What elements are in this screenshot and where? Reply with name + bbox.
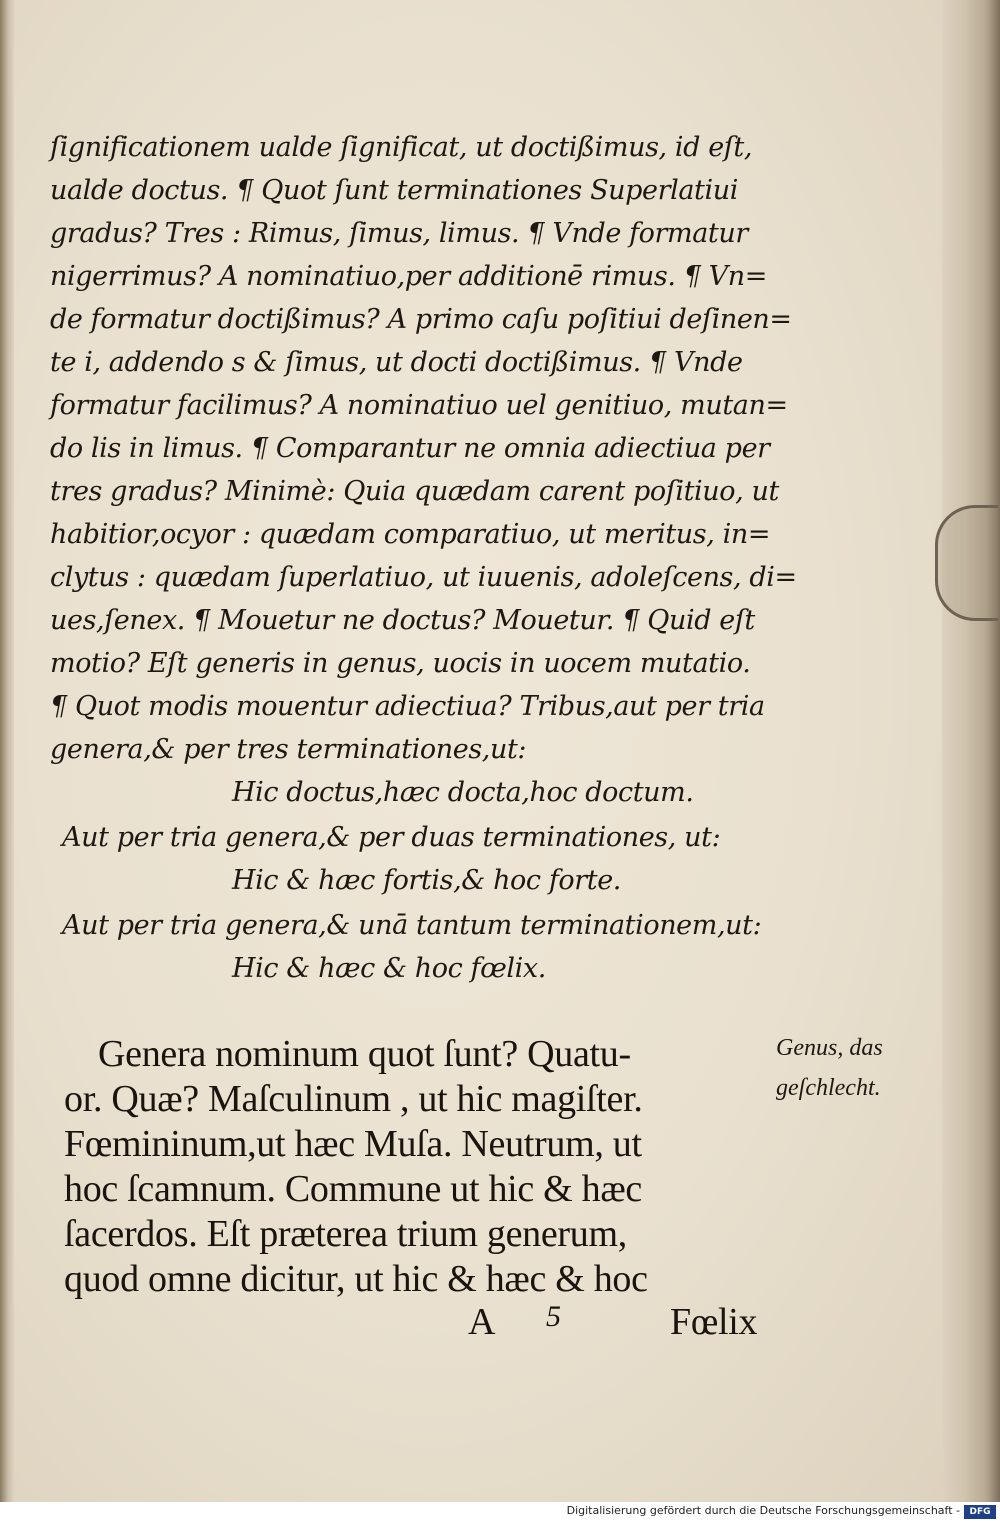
footer-bar	[0, 1502, 1000, 1522]
marginal-line: geſchlecht.	[776, 1075, 881, 1101]
text-line: ues,ſenex. ¶ Mouetur ne doctus? Mouetur. ¶ Quid eſt	[50, 605, 755, 636]
text-line: Aut per tria genera,& unā tantum terminationem,ut:	[62, 910, 762, 941]
text-line: Fœmininum,ut hæc Muſa. Neutrum, ut	[64, 1123, 642, 1165]
text-line: habitior,ocyor : quædam comparatiuo, ut meritus, in=	[50, 519, 771, 550]
book-clip	[935, 505, 998, 621]
marginal-line: Genus, das	[776, 1035, 883, 1061]
example-line: Hic & hæc & hoc fœlix.	[232, 953, 546, 984]
dfg-logo: DFG	[964, 1505, 996, 1519]
example-line: Hic & hæc fortis,& hoc forte.	[232, 865, 621, 896]
text-line: Genera nominum quot ſunt? Quatu-	[98, 1033, 631, 1075]
text-line: ¶ Quot modis mouentur adiectiua? Tribus,aut per tria	[50, 691, 765, 722]
text-line: do lis in limus. ¶ Comparantur ne omnia adiectiua per	[50, 433, 770, 464]
signature-number: 5	[546, 1300, 561, 1333]
text-line: motio? Eſt generis in genus, uocis in uocem mutatio.	[50, 648, 751, 679]
text-line: tres gradus? Minimè: Quia quædam carent poſitiuo, ut	[50, 476, 779, 507]
catchword: Fœlix	[670, 1301, 758, 1343]
text-line: formatur facilimus? A nominatiuo uel genitiuo, mutan=	[50, 390, 788, 421]
text-line: nigerrimus? A nominatiuo,per additionē rimus. ¶ Vn=	[50, 261, 767, 292]
text-line: clytus : quædam ſuperlatiuo, ut iuuenis, adoleſcens, di=	[50, 562, 797, 593]
book-spine-edge	[0, 0, 14, 1502]
signature-mark: A	[468, 1301, 496, 1343]
text-line: quod omne dicitur, ut hic & hæc & hoc	[64, 1258, 648, 1300]
text-line: ſacerdos. Eſt præterea trium generum,	[64, 1213, 627, 1255]
text-line: Aut per tria genera,& per duas terminationes, ut:	[62, 822, 721, 853]
text-line: ſignificationem ualde ſignificat, ut doctißimus, id eſt,	[50, 132, 752, 163]
example-line: Hic doctus,hæc docta,hoc doctum.	[232, 777, 694, 808]
page-stack-edge	[942, 0, 1000, 1502]
text-line: or. Quæ? Maſculinum , ut hic magiſter.	[64, 1078, 643, 1120]
text-line: ualde doctus. ¶ Quot ſunt terminationes Superlatiui	[50, 175, 738, 206]
funding-notice: Digitalisierung gefördert durch die Deutsche Forschungsgemeinschaft -	[566, 1504, 960, 1517]
text-line: gradus? Tres : Rimus, ſimus, limus. ¶ Vnde formatur	[50, 218, 748, 249]
text-line: de formatur doctißimus? A primo caſu poſitiui deſinen=	[50, 304, 792, 335]
text-line: te i, addendo s & ſimus, ut docti doctißimus. ¶ Vnde	[50, 347, 743, 378]
text-line: hoc ſcamnum. Commune ut hic & hæc	[64, 1168, 642, 1210]
text-line: genera,& per tres terminationes,ut:	[50, 734, 527, 765]
